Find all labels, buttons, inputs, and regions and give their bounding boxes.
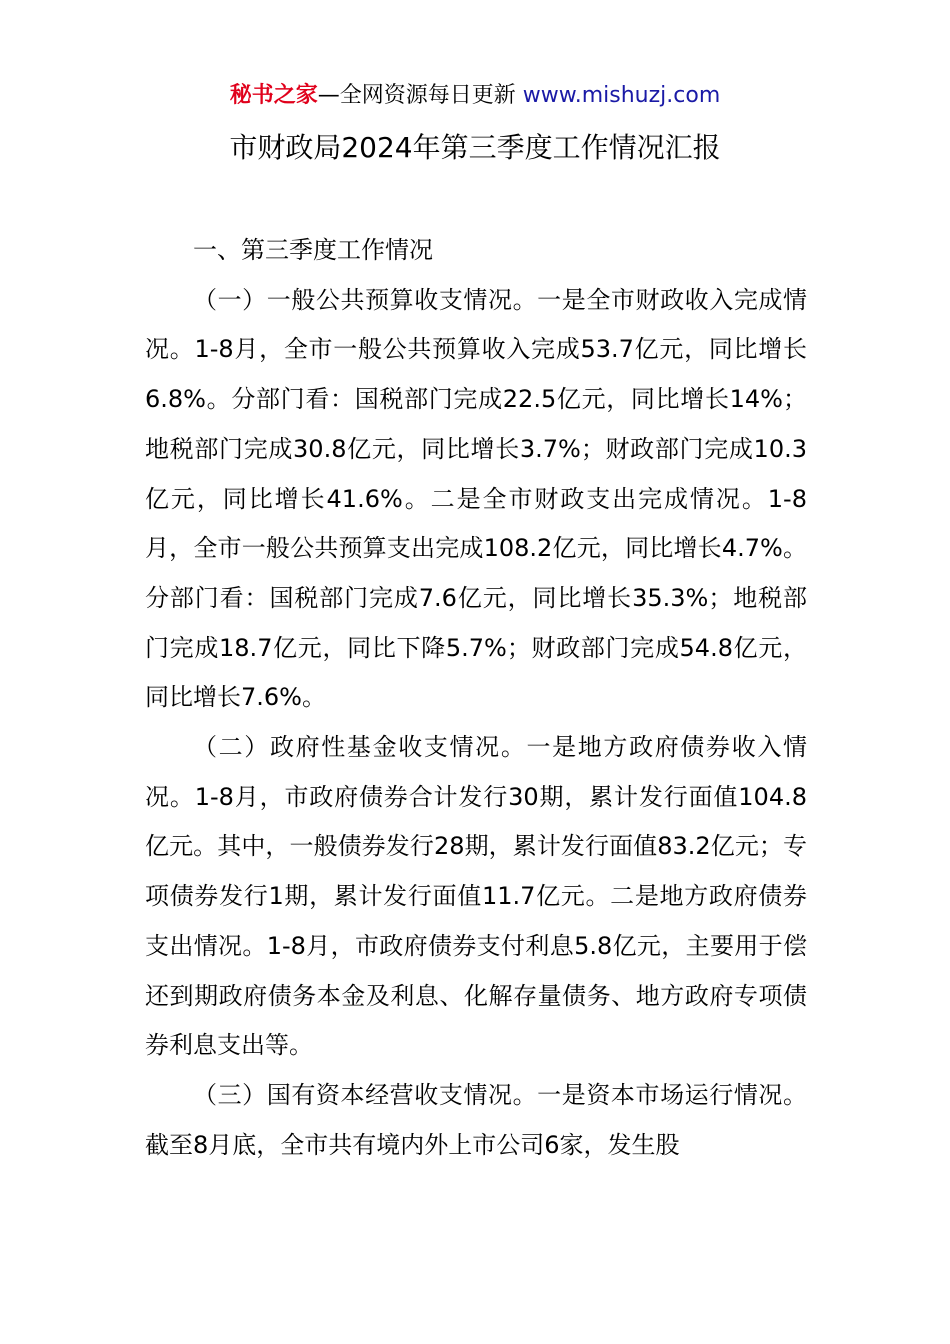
paragraph-government-fund: （二）政府性基金收支情况。一是地方政府债券收入情况。1-8月，市政府债券合计发行30期，累计发行面值104.8亿元。其中，一般债券发行28期，累计发行面值83.2亿元；专项债券发行1期，累计发行面值11.7亿元。二是地方政府债券支出情况。1-8月，市政府债券支付利息5.8亿元，主要用于偿还到期政府债务本金及利息、化解存量债务、地方政府专项债券利息支出等。	[145, 733, 807, 1060]
header-slogan: —全网资源每日更新	[317, 83, 523, 108]
paragraph-general-budget: （一）一般公共预算收支情况。一是全市财政收入完成情况。1-8月，全市一般公共预算收入完成53.7亿元，同比增长6.8%。分部门看：国税部门完成22.5亿元，同比增长14%；地税部门完成30.8亿元，同比增长3.7%；财政部门完成10.3亿元，同比增长41.6%。二是全市财政支出完成情况。1-8月，全市一般公共预算支出完成108.2亿元，同比增长4.7%。分部门看：国税部门完成7.6亿元，同比增长35.3%；地税部门完成18.7亿元，同比下降5.7%；财政部门完成54.8亿元，同比增长7.6%。	[145, 285, 807, 712]
section-heading: 一、第三季度工作情况	[193, 236, 433, 264]
site-header	[0, 80, 950, 112]
paragraph-state-capital: （三）国有资本经营收支情况。一是资本市场运行情况。截至8月底，全市共有境内外上市公司6家，发生股	[145, 1080, 807, 1159]
brand-name: 秘书之家	[229, 83, 318, 108]
document-body	[145, 226, 807, 1170]
site-url-link[interactable]: www.mishuzj.com	[522, 83, 721, 108]
document-title: 市财政局2024年第三季度工作情况汇报	[229, 131, 721, 164]
